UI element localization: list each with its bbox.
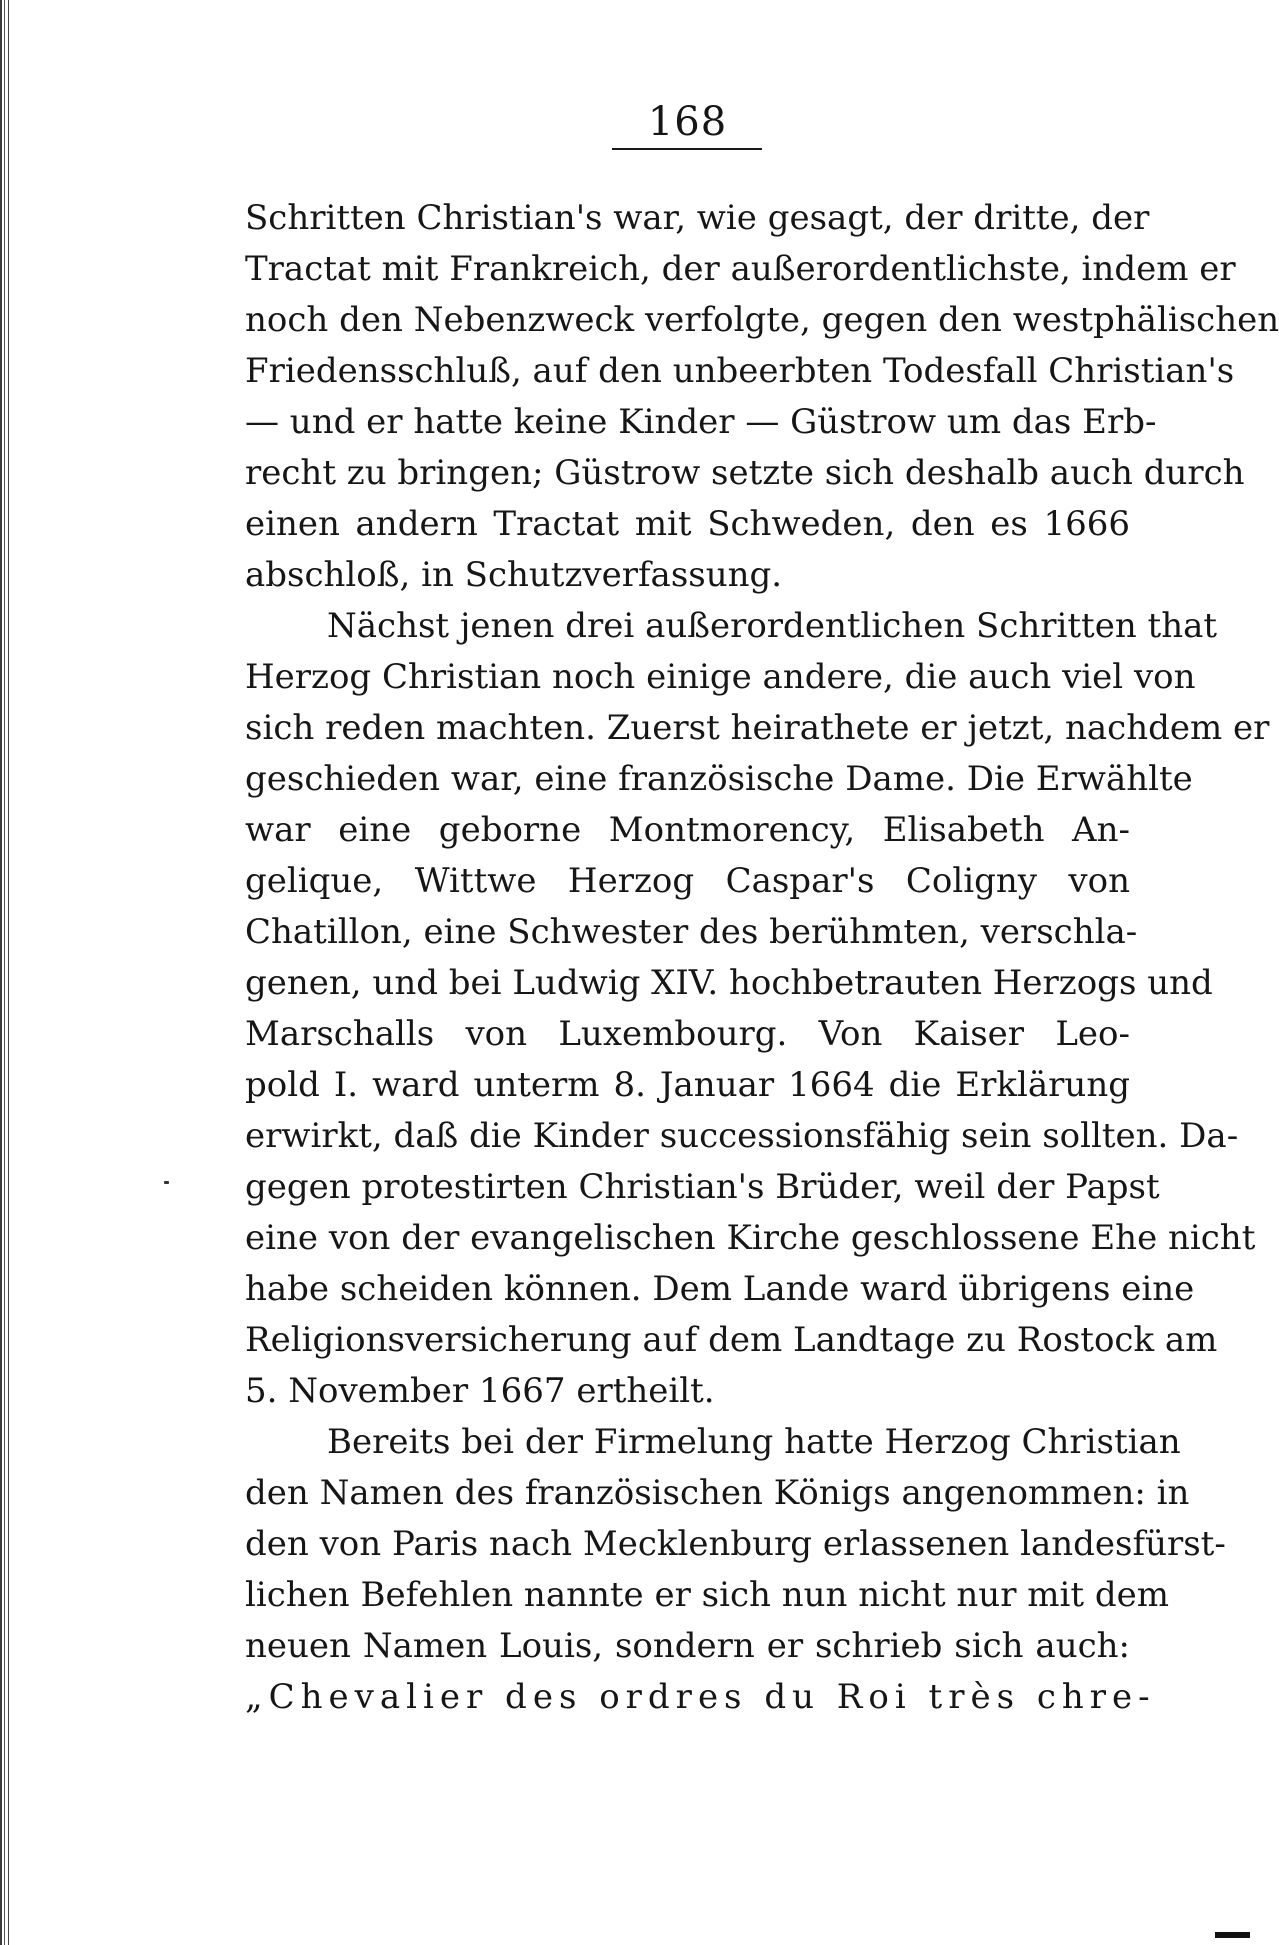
body-text [245,193,1279,1723]
text-line: Nächst jenen drei außerordentlichen Schritten that [327,606,1218,646]
text-line: Chatillon, eine Schwester des berühmten, verschla- [245,912,1138,952]
text-line: genen, und bei Ludwig XIV. hochbetrauten Herzogs und [245,963,1213,1003]
text-line: recht zu bringen; Güstrow setzte sich deshalb auch durch [245,453,1245,493]
text-line: den von Paris nach Mecklenburg erlassenen landesfürst- [245,1524,1226,1564]
corner-mark [1215,1932,1250,1938]
ink-speck [164,1181,169,1184]
text-line: einen andern Tractat mit Schweden, den es 1666 [245,504,1130,544]
text-line: neuen Namen Louis, sondern er schrieb sich auch: [245,1626,1130,1666]
text-line: noch den Nebenzweck verfolgte, gegen den westphälischen [245,300,1279,340]
text-line: gegen protestirten Christian's Brüder, weil der Papst [245,1167,1160,1207]
text-line: Tractat mit Frankreich, der außerordentlichste, indem er [245,249,1236,289]
text-line: Marschalls von Luxembourg. Von Kaiser Leo- [245,1014,1130,1054]
text-line: „Chevalier des ordres du Roi très chre- [245,1677,1156,1717]
text-line: Religionsversicherung auf dem Landtage zu Rostock am [245,1320,1218,1360]
text-line: lichen Befehlen nannte er sich nun nicht nur mit dem [245,1575,1169,1615]
text-line: eine von der evangelischen Kirche geschlossene Ehe nicht [245,1218,1256,1258]
text-line: 5. November 1667 ertheilt. [245,1371,715,1411]
text-line: erwirkt, daß die Kinder successionsfähig sein sollten. Da- [245,1116,1239,1156]
page-number: 168 [647,99,728,145]
text-line: sich reden machten. Zuerst heirathete er jetzt, nachdem er [245,708,1270,748]
text-line: abschloß, in Schutzverfassung. [245,555,783,595]
text-line: gelique, Wittwe Herzog Caspar's Coligny von [245,861,1130,901]
text-line: habe scheiden können. Dem Lande ward übrigens eine [245,1269,1195,1309]
text-line: war eine geborne Montmorency, Elisabeth An- [245,810,1130,850]
text-line: Friedensschluß, auf den unbeerbten Todesfall Christian's [245,351,1235,391]
header-rule [612,148,762,150]
text-line: Bereits bei der Firmelung hatte Herzog Christian [327,1422,1181,1462]
text-line: Herzog Christian noch einige andere, die auch viel von [245,657,1196,697]
text-line: den Namen des französischen Königs angenommen: in [245,1473,1190,1513]
binding-edge [0,0,14,1945]
text-line: Schritten Christian's war, wie gesagt, der dritte, der [245,198,1150,238]
text-line: pold I. ward unterm 8. Januar 1664 die Erklärung [245,1065,1130,1105]
text-line: — und er hatte keine Kinder — Güstrow um das Erb- [245,402,1157,442]
text-line: geschieden war, eine französische Dame. Die Erwählte [245,759,1193,799]
